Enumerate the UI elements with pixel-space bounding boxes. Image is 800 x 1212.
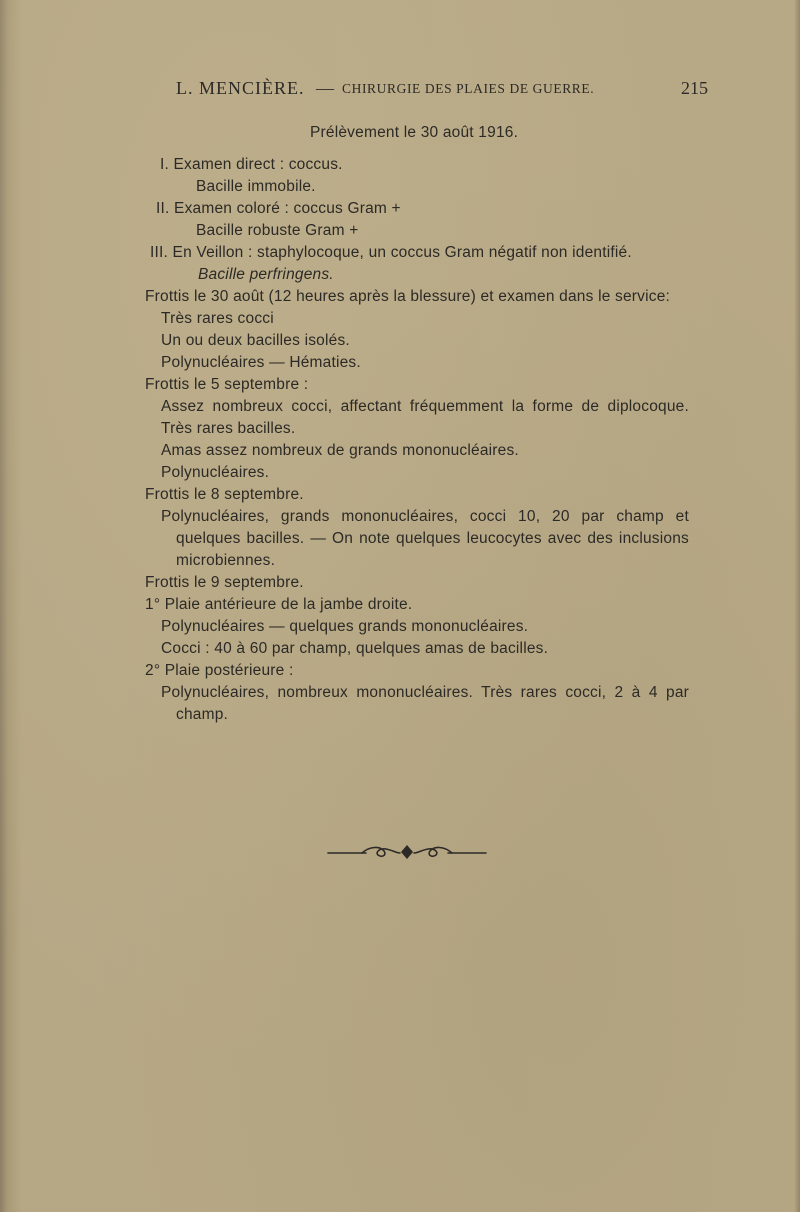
text-line: Frottis le 30 août (12 heures après la blessure) et examen dans le service: — [145, 288, 671, 305]
text-line: III. En Veillon : staphylocoque, un coccus Gram négatif non identifié. — [150, 244, 632, 261]
header-dash: — — [316, 78, 334, 98]
text-line: 2° Plaie postérieure : — [145, 662, 294, 679]
text-line: Frottis le 8 septembre. — [145, 486, 304, 503]
text-line: Cocci : 40 à 60 par champ, quelques amas de bacilles. — [161, 640, 549, 657]
text-line: quelques bacilles. — On note quelques leucocytes avec des inclusions — [176, 530, 689, 547]
text-line: Très rares bacilles. — [161, 420, 296, 437]
text-line: Bacille immobile. — [196, 178, 316, 195]
page-edge-shadow — [794, 0, 800, 1212]
running-header — [176, 78, 708, 104]
sample-date-line: Prélèvement le 30 août 1916. — [310, 124, 519, 141]
text-line: 1° Plaie antérieure de la jambe droite. — [145, 596, 413, 613]
header-author: L. MENCIÈRE. — [176, 78, 305, 98]
page-number: 215 — [681, 78, 708, 98]
text-line: II. Examen coloré : coccus Gram + — [156, 200, 401, 217]
text-line: Polynucléaires — Hématies. — [161, 354, 361, 371]
text-line: Frottis le 5 septembre : — [145, 376, 309, 393]
text-line: Polynucléaires — quelques grands mononucléaires. — [161, 618, 529, 635]
text-line: Polynucléaires, grands mononucléaires, cocci 10, 20 par champ et — [161, 508, 689, 525]
text-line: microbiennes. — [176, 552, 276, 569]
text-line: Frottis le 9 septembre. — [145, 574, 304, 591]
italic-bacille-perfringens: Bacille perfringens. — [198, 266, 334, 283]
text-line: Bacille robuste Gram + — [196, 222, 359, 239]
text-line: Polynucléaires, nombreux mononucléaires. Très rares cocci, 2 à 4 par — [161, 684, 689, 701]
text-line: Polynucléaires. — [161, 464, 270, 481]
header-title: CHIRURGIE DES PLAIES DE GUERRE. — [342, 81, 595, 96]
text-line: Assez nombreux cocci, affectant fréquemment la forme de diplocoque. — [161, 398, 689, 415]
end-ornament-icon — [326, 842, 488, 862]
text-line: champ. — [176, 706, 229, 723]
text-line: Un ou deux bacilles isolés. — [161, 332, 350, 349]
text-line-italic — [198, 264, 334, 286]
text-line: Amas assez nombreux de grands mononucléaires. — [161, 442, 519, 459]
text-line: I. Examen direct : coccus. — [160, 156, 343, 173]
text-line: Très rares cocci — [161, 310, 274, 327]
